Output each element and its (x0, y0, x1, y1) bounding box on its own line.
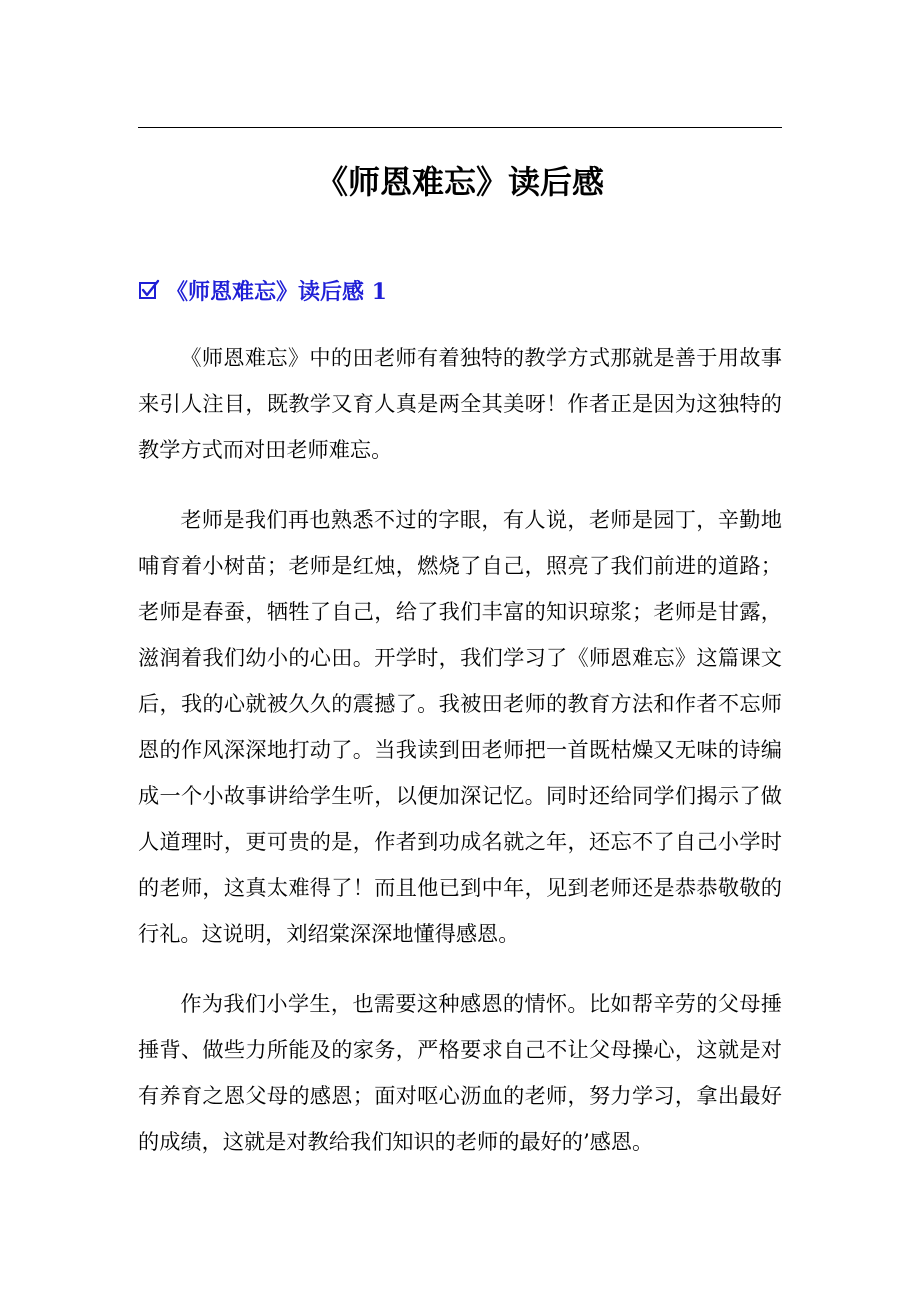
paragraph-3: 作为我们小学生，也需要这种感恩的情怀。比如帮辛劳的父母捶捶背、做些力所能及的家务，严格要求自己不让父母操心，这就是对有养育之恩父母的感恩；面对呕心沥血的老师，努力学习，拿出最好的成绩，这就是对教给我们知识的老师的最好的’感恩。 (138, 991, 782, 1154)
checkbox-checked-icon (138, 279, 160, 301)
paragraph-2: 老师是我们再也熟悉不过的字眼，有人说，老师是园丁，辛勤地哺育着小树苗；老师是红烛，燃烧了自己，照亮了我们前进的道路；老师是春蚕，牺牲了自己，给了我们丰富的知识琼浆；老师是甘露，滋润着我们幼小的心田。开学时，我们学习了《师恩难忘》这篇课文后，我的心就被久久的震撼了。我被田老师的教育方法和作者不忘师恩的作风深深地打动了。当我读到田老师把一首既枯燥又无味的诗编成一个小故事讲给学生听，以便加深记忆。同时还给同学们揭示了做人道理时，更可贵的是，作者到功成名就之年，还忘不了自己小学时的老师，这真太难得了！而且他已到中年，见到老师还是恭恭敬敬的行礼。这说明，刘绍棠深深地懂得感恩。 (138, 507, 782, 946)
section-heading (138, 270, 387, 310)
header-rule (138, 127, 782, 128)
document-title: 《师恩难忘》读后感 (315, 163, 604, 201)
body-text (138, 335, 782, 1189)
section-heading-text: 《师恩难忘》读后感 1 (166, 278, 387, 305)
paragraph-1: 《师恩难忘》中的田老师有着独特的教学方式那就是善于用故事来引人注目，既教学又育人真是两全其美呀！作者正是因为这独特的教学方式而对田老师难忘。 (138, 345, 782, 462)
